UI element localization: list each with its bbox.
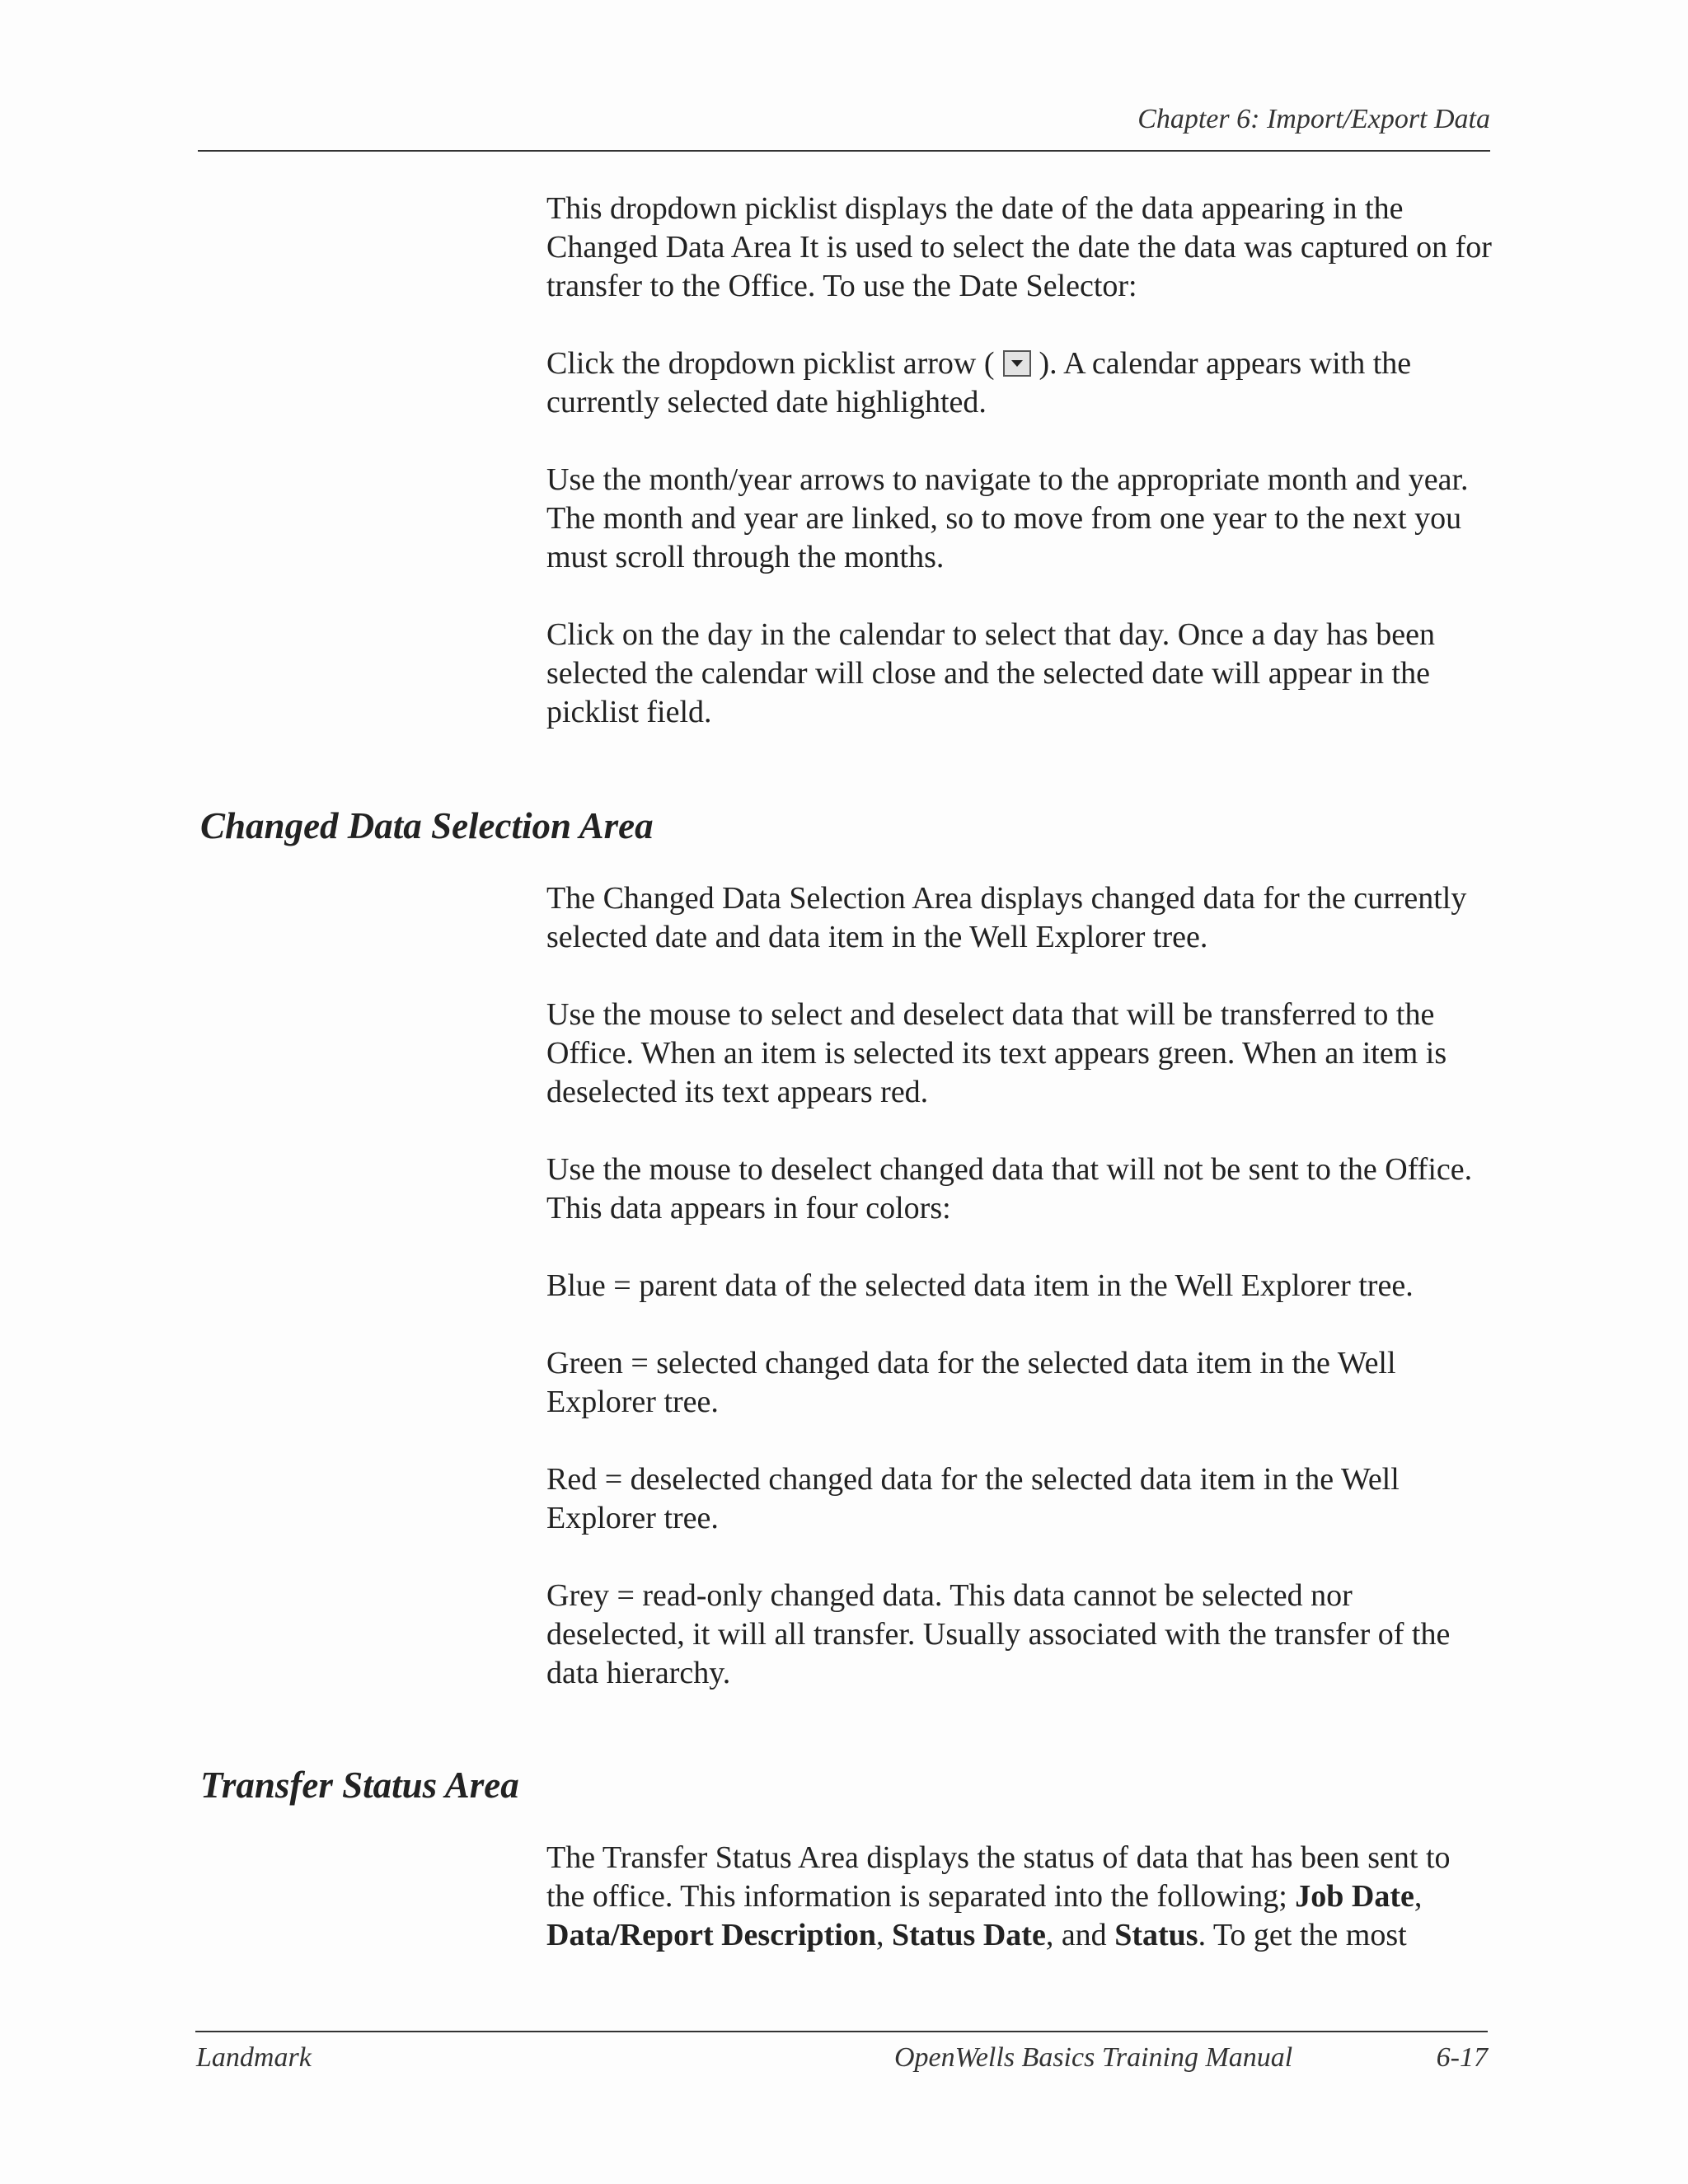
paragraph: The Transfer Status Area displays the status of data that has been sent to the office. This information is separated into the following; Job Date, Data/Report Description, Status Date, and Status. To get the most [546,1840,1451,1952]
page-number: 6-17 [1436,2042,1488,2073]
paragraph: This dropdown picklist displays the date of the data appearing in the Changed Data Area It is used to select the date the data was captured on for transfer to the Office. To use the Date Selector: [546,191,1492,303]
date-selector-text [546,190,1494,771]
footer-divider [195,2031,1488,2032]
changed-data-text [546,879,1494,1732]
section-heading-transfer-status: Transfer Status Area [200,1765,519,1806]
header-divider [198,150,1490,152]
dropdown-arrow-icon [1003,350,1031,377]
transfer-status-text [546,1839,1494,1994]
paragraph: The Changed Data Selection Area displays changed data for the currently selected date and data item in the Well Explorer tree. [546,881,1467,954]
chapter-header: Chapter 6: Import/Export Data [1137,104,1490,134]
paragraph: Click on the day in the calendar to select that day. Once a day has been selected the calendar will close and the selected date will appear in the picklist field. [546,617,1436,729]
paragraph: Green = selected changed data for the selected data item in the Well Explorer tree. [546,1346,1396,1419]
paragraph: Use the month/year arrows to navigate to the appropriate month and year. The month and year are linked, so to move from one year to the next you must scroll through the months. [546,462,1469,574]
paragraph: Blue = parent data of the selected data item in the Well Explorer tree. [546,1268,1414,1303]
paragraph: Red = deselected changed data for the selected data item in the Well Explorer tree. [546,1462,1400,1535]
paragraph: Use the mouse to deselect changed data that will not be sent to the Office. This data appears in four colors: [546,1152,1473,1226]
paragraph: Click the dropdown picklist arrow ( ). A calendar appears with the currently selected date highlighted. [546,346,1412,419]
paragraph: Grey = read-only changed data. This data cannot be selected nor deselected, it will all transfer. Usually associated with the transfer of the data hierarchy. [546,1578,1451,1690]
footer-manual-title: OpenWells Basics Training Manual [894,2042,1293,2073]
footer-publisher: Landmark [196,2042,312,2073]
section-heading-changed-data: Changed Data Selection Area [200,805,654,846]
paragraph: Use the mouse to select and deselect data that will be transferred to the Office. When an item is selected its text appears green. When an item is deselected its text appears red. [546,997,1447,1109]
